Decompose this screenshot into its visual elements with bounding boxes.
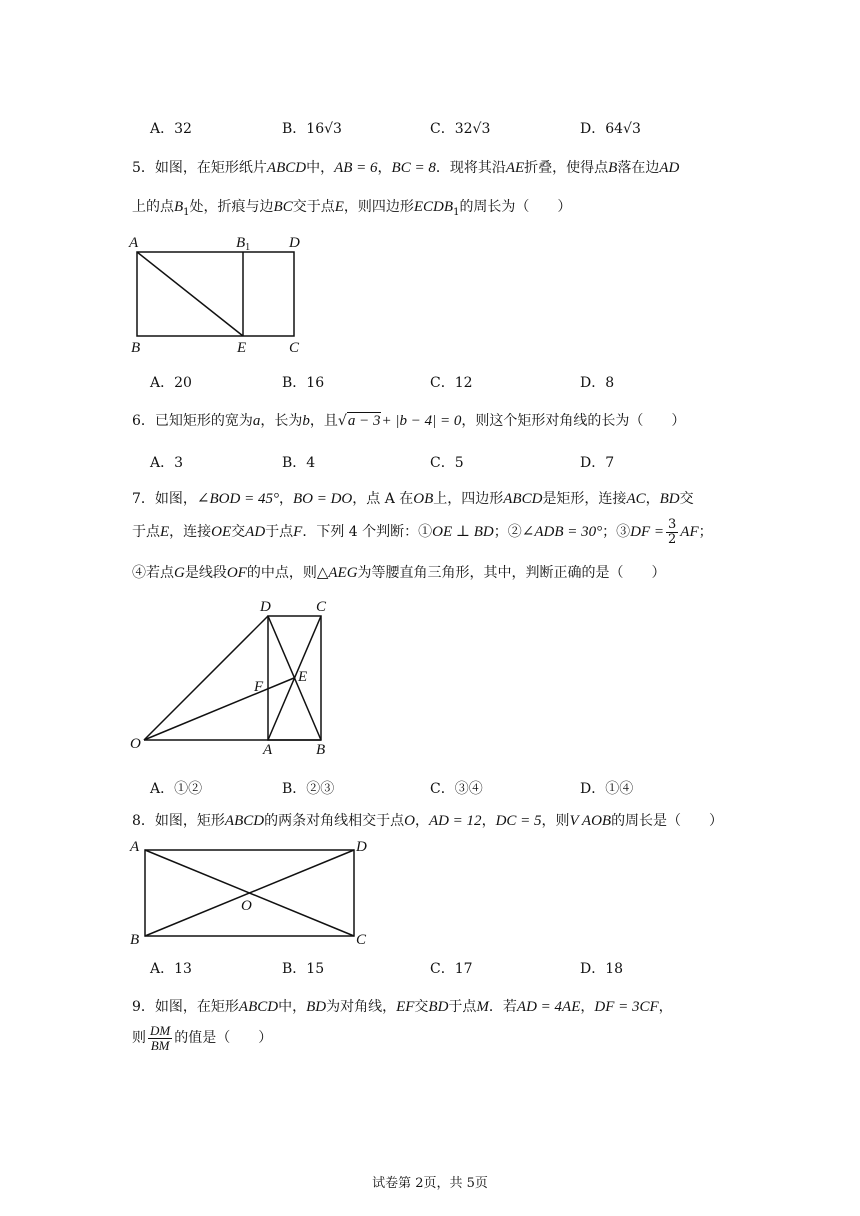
- q7-label-c: C: [316, 599, 327, 615]
- q5-stem-line1: 5．如图，在矩形纸片ABCD中，AB = 6，BC = 8．现将其沿AE折叠，使得点B落在边AD: [132, 160, 680, 176]
- q5-label-c: C: [289, 340, 300, 356]
- q6-stem: 6．已知矩形的宽为a，长为b，且√a − 3+ |b − 4| = 0，则这个矩形对角线的长为（ ）: [132, 413, 686, 429]
- q7-label-e: E: [298, 669, 308, 685]
- q7-stem-line1: 7．如图，∠BOD = 45°，BO = DO，点 A 在OB上，四边形ABCD是矩形，连接AC，BD交: [132, 491, 694, 507]
- q7-option-c: C．③④: [430, 781, 483, 797]
- q8-label-d: D: [356, 839, 367, 855]
- q7-label-o: O: [130, 736, 141, 752]
- q6-sqrt: √a − 3: [337, 413, 381, 429]
- q5-option-a: A．20: [150, 375, 192, 391]
- q5-crease-ae: [137, 252, 243, 336]
- q7-stem-line3: ④若点G是线段OF的中点，则△AEG为等腰直角三角形，其中，判断正确的是（ ）: [132, 565, 666, 581]
- q8-label-b: B: [130, 932, 140, 948]
- q9-stem-line2: 则 $\frac{DM}{BM}$ 的值是（ ）: [132, 1023, 273, 1053]
- q5-option-d: D．8: [580, 375, 615, 391]
- q5-option-c: C．12: [430, 375, 473, 391]
- q5-label-d: D: [289, 235, 300, 251]
- q4-option-c: C．32√3: [430, 121, 491, 137]
- q8-label-o: O: [241, 898, 252, 914]
- page-footer: 试卷第 2页，共 5页: [372, 1176, 488, 1191]
- q7-label-f: F: [254, 679, 264, 695]
- q7-label-d: D: [260, 599, 271, 615]
- q4-option-a: A．32: [150, 121, 192, 137]
- q7-label-a: A: [263, 742, 273, 758]
- q9-stem-line1: 9．如图，在矩形ABCD中，BD为对角线，EF交BD于点M．若AD = 4AE，DF = 3CF，: [132, 999, 673, 1015]
- q8-option-c: C．17: [430, 961, 473, 977]
- q5-rectangle: [137, 252, 294, 336]
- q6-option-a: A．3: [150, 455, 184, 471]
- q4-option-d: D．64√3: [580, 121, 641, 137]
- q4-option-b: B．16√3: [282, 121, 342, 137]
- q7-option-b: B．②③: [282, 781, 335, 797]
- q7-option-a: A．①②: [150, 781, 203, 797]
- q8-label-c: C: [356, 932, 367, 948]
- q8-label-a: A: [130, 839, 140, 855]
- q8-option-b: B．15: [282, 961, 325, 977]
- q8-option-d: D．18: [580, 961, 624, 977]
- q7-fraction: $\frac{3}{2}$: [668, 517, 677, 547]
- q5-label-b1: $B_1$: [236, 235, 251, 253]
- q5-figure: [125, 230, 315, 358]
- q7-stem-line2: 于点E，连接OE交AD于点F．下列 4 个判断：①OE ⊥ BD；②∠ADB = 30°；③DF = $\frac{3}{2}$ AF；: [132, 517, 713, 547]
- q5-label-e: E: [237, 340, 247, 356]
- q5-label-a: A: [129, 235, 139, 251]
- q8-stem: 8．如图，矩形ABCD的两条对角线相交于点O，AD = 12，DC = 5，则V AOB的周长是（ ）: [132, 813, 724, 829]
- q9-fraction: $\frac{DM}{BM}$: [150, 1023, 171, 1053]
- q8-figure: [125, 834, 385, 950]
- q5-label-b: B: [131, 340, 141, 356]
- q5-option-b: B．16: [282, 375, 325, 391]
- q5-stem-line2: 上的点$B_1$处，折痕与边BC交于点E，则四边形$ECDB_1$的周长为（ ）: [132, 199, 572, 218]
- q6-option-d: D．7: [580, 455, 615, 471]
- q7-figure: [125, 592, 345, 760]
- q7-segment-od: [144, 616, 268, 740]
- q7-option-d: D．①④: [580, 781, 634, 797]
- q7-label-b: B: [316, 742, 326, 758]
- q8-option-a: A．13: [150, 961, 192, 977]
- q6-option-c: C．5: [430, 455, 464, 471]
- q6-option-b: B．4: [282, 455, 316, 471]
